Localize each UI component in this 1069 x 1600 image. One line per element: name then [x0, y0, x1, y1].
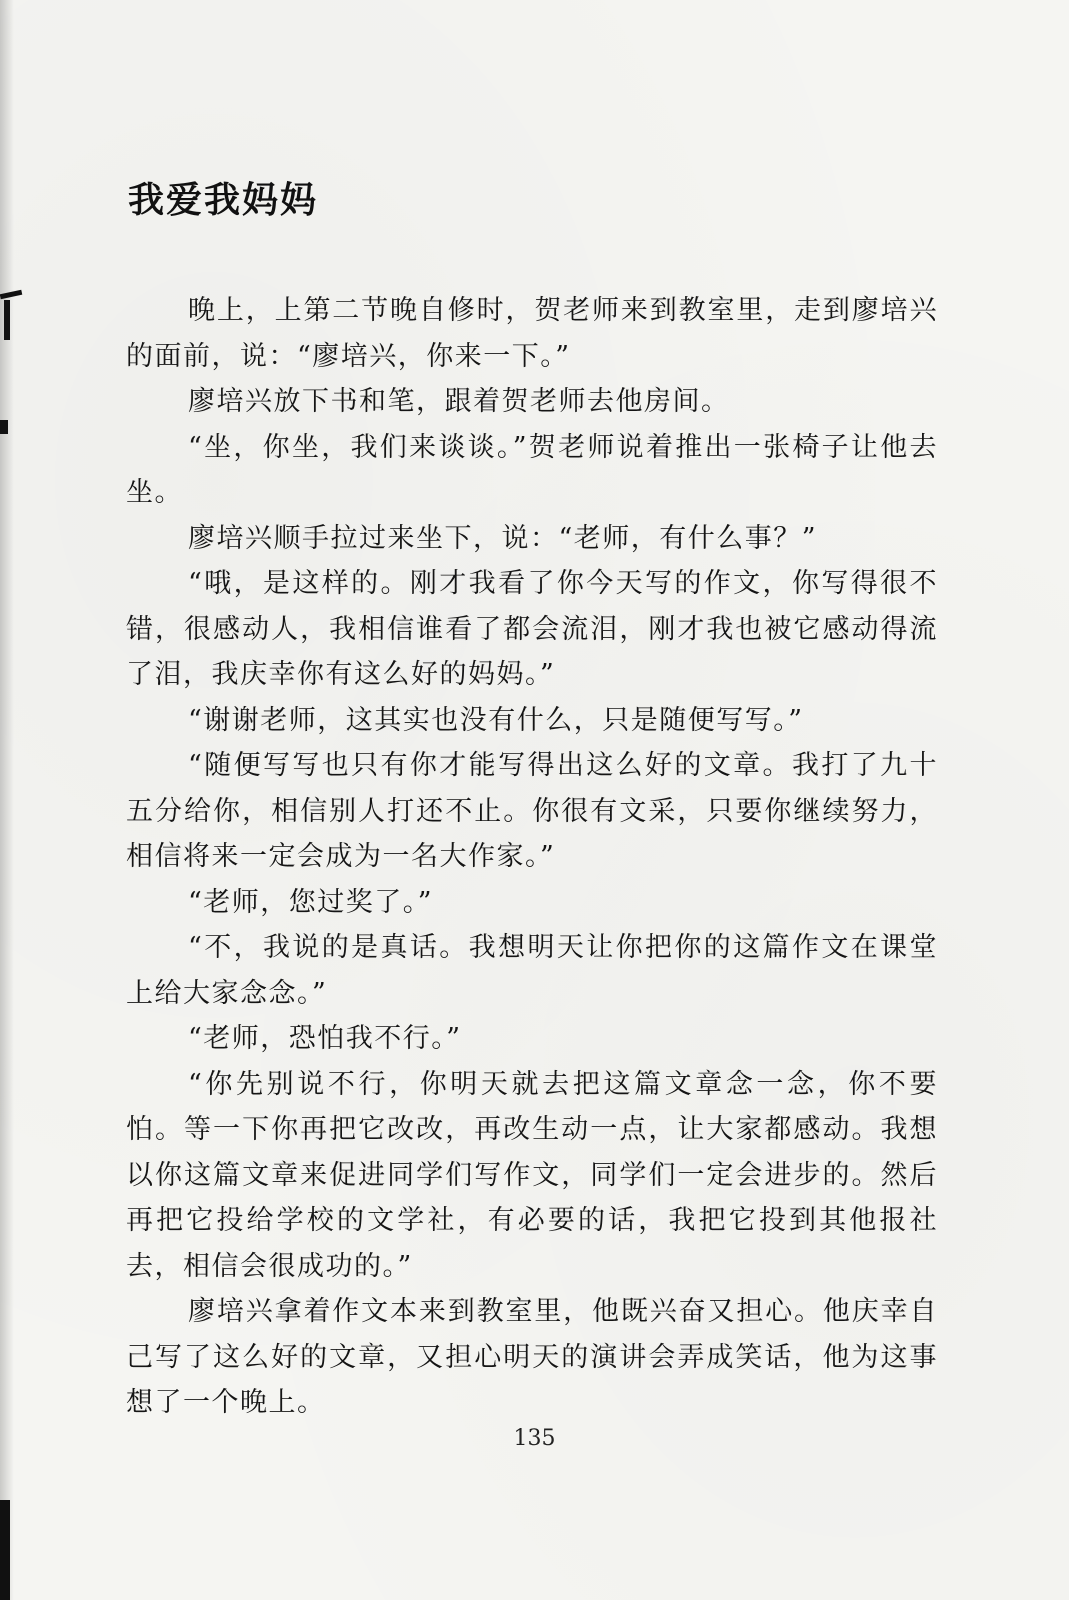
page-number: 135 [513, 1426, 556, 1451]
paragraph: “坐，你坐，我们来谈谈。”贺老师说着推出一张椅子让他去坐。 [126, 431, 938, 508]
scan-mark [0, 1500, 10, 1600]
scan-mark [0, 420, 8, 434]
page-edge-shadow [0, 0, 14, 1600]
paragraph: “哦，是这样的。刚才我看了你今天写的作文，你写得很不错，很感动人，我相信谁看了都会流泪，刚才我也被它感动得流了泪，我庆幸你有这么好的妈妈。” [126, 568, 938, 690]
paragraph: 廖培兴拿着作文本来到教室里，他既兴奋又担心。他庆幸自己写了这么好的文章，又担心明天的演讲会弄成笑话，他为这事想了一个晚上。 [126, 1296, 938, 1418]
paragraph: “谢谢老师，这其实也没有什么，只是随便写写。” [188, 704, 804, 736]
paragraph: “不，我说的是真话。我想明天让你把你的这篇作文在课堂上给大家念念。” [126, 932, 938, 1009]
paragraph: 晚上，上第二节晚自修时，贺老师来到教室里，走到廖培兴的面前，说：“廖培兴，你来一下。” [126, 295, 938, 372]
paragraph: “你先别说不行，你明天就去把这篇文章念一念，你不要怕。等一下你再把它改改，再改生动一点，让大家都感动。我想以你这篇文章来促进同学们写作文，同学们一定会进步的。然后再把它投给学校的文学社，有必要的话，我把它投到其他报社去，相信会很成功的。” [126, 1068, 938, 1282]
paragraph: “随便写写也只有你才能写得出这么好的文章。我打了九十五分给你，相信别人打还不止。你很有文采，只要你继续努力，相信将来一定会成为一名大作家。” [126, 750, 938, 872]
scan-mark [4, 300, 10, 340]
paragraph: 廖培兴顺手拉过来坐下，说：“老师，有什么事？” [188, 522, 818, 554]
chapter-title: 我爱我妈妈 [128, 180, 319, 221]
paragraph: “老师，您过奖了。” [188, 886, 434, 918]
chapter-body [126, 288, 938, 1426]
paragraph: “老师，恐怕我不行。” [188, 1023, 462, 1054]
paragraph: 廖培兴放下书和笔，跟着贺老师去他房间。 [188, 386, 730, 417]
